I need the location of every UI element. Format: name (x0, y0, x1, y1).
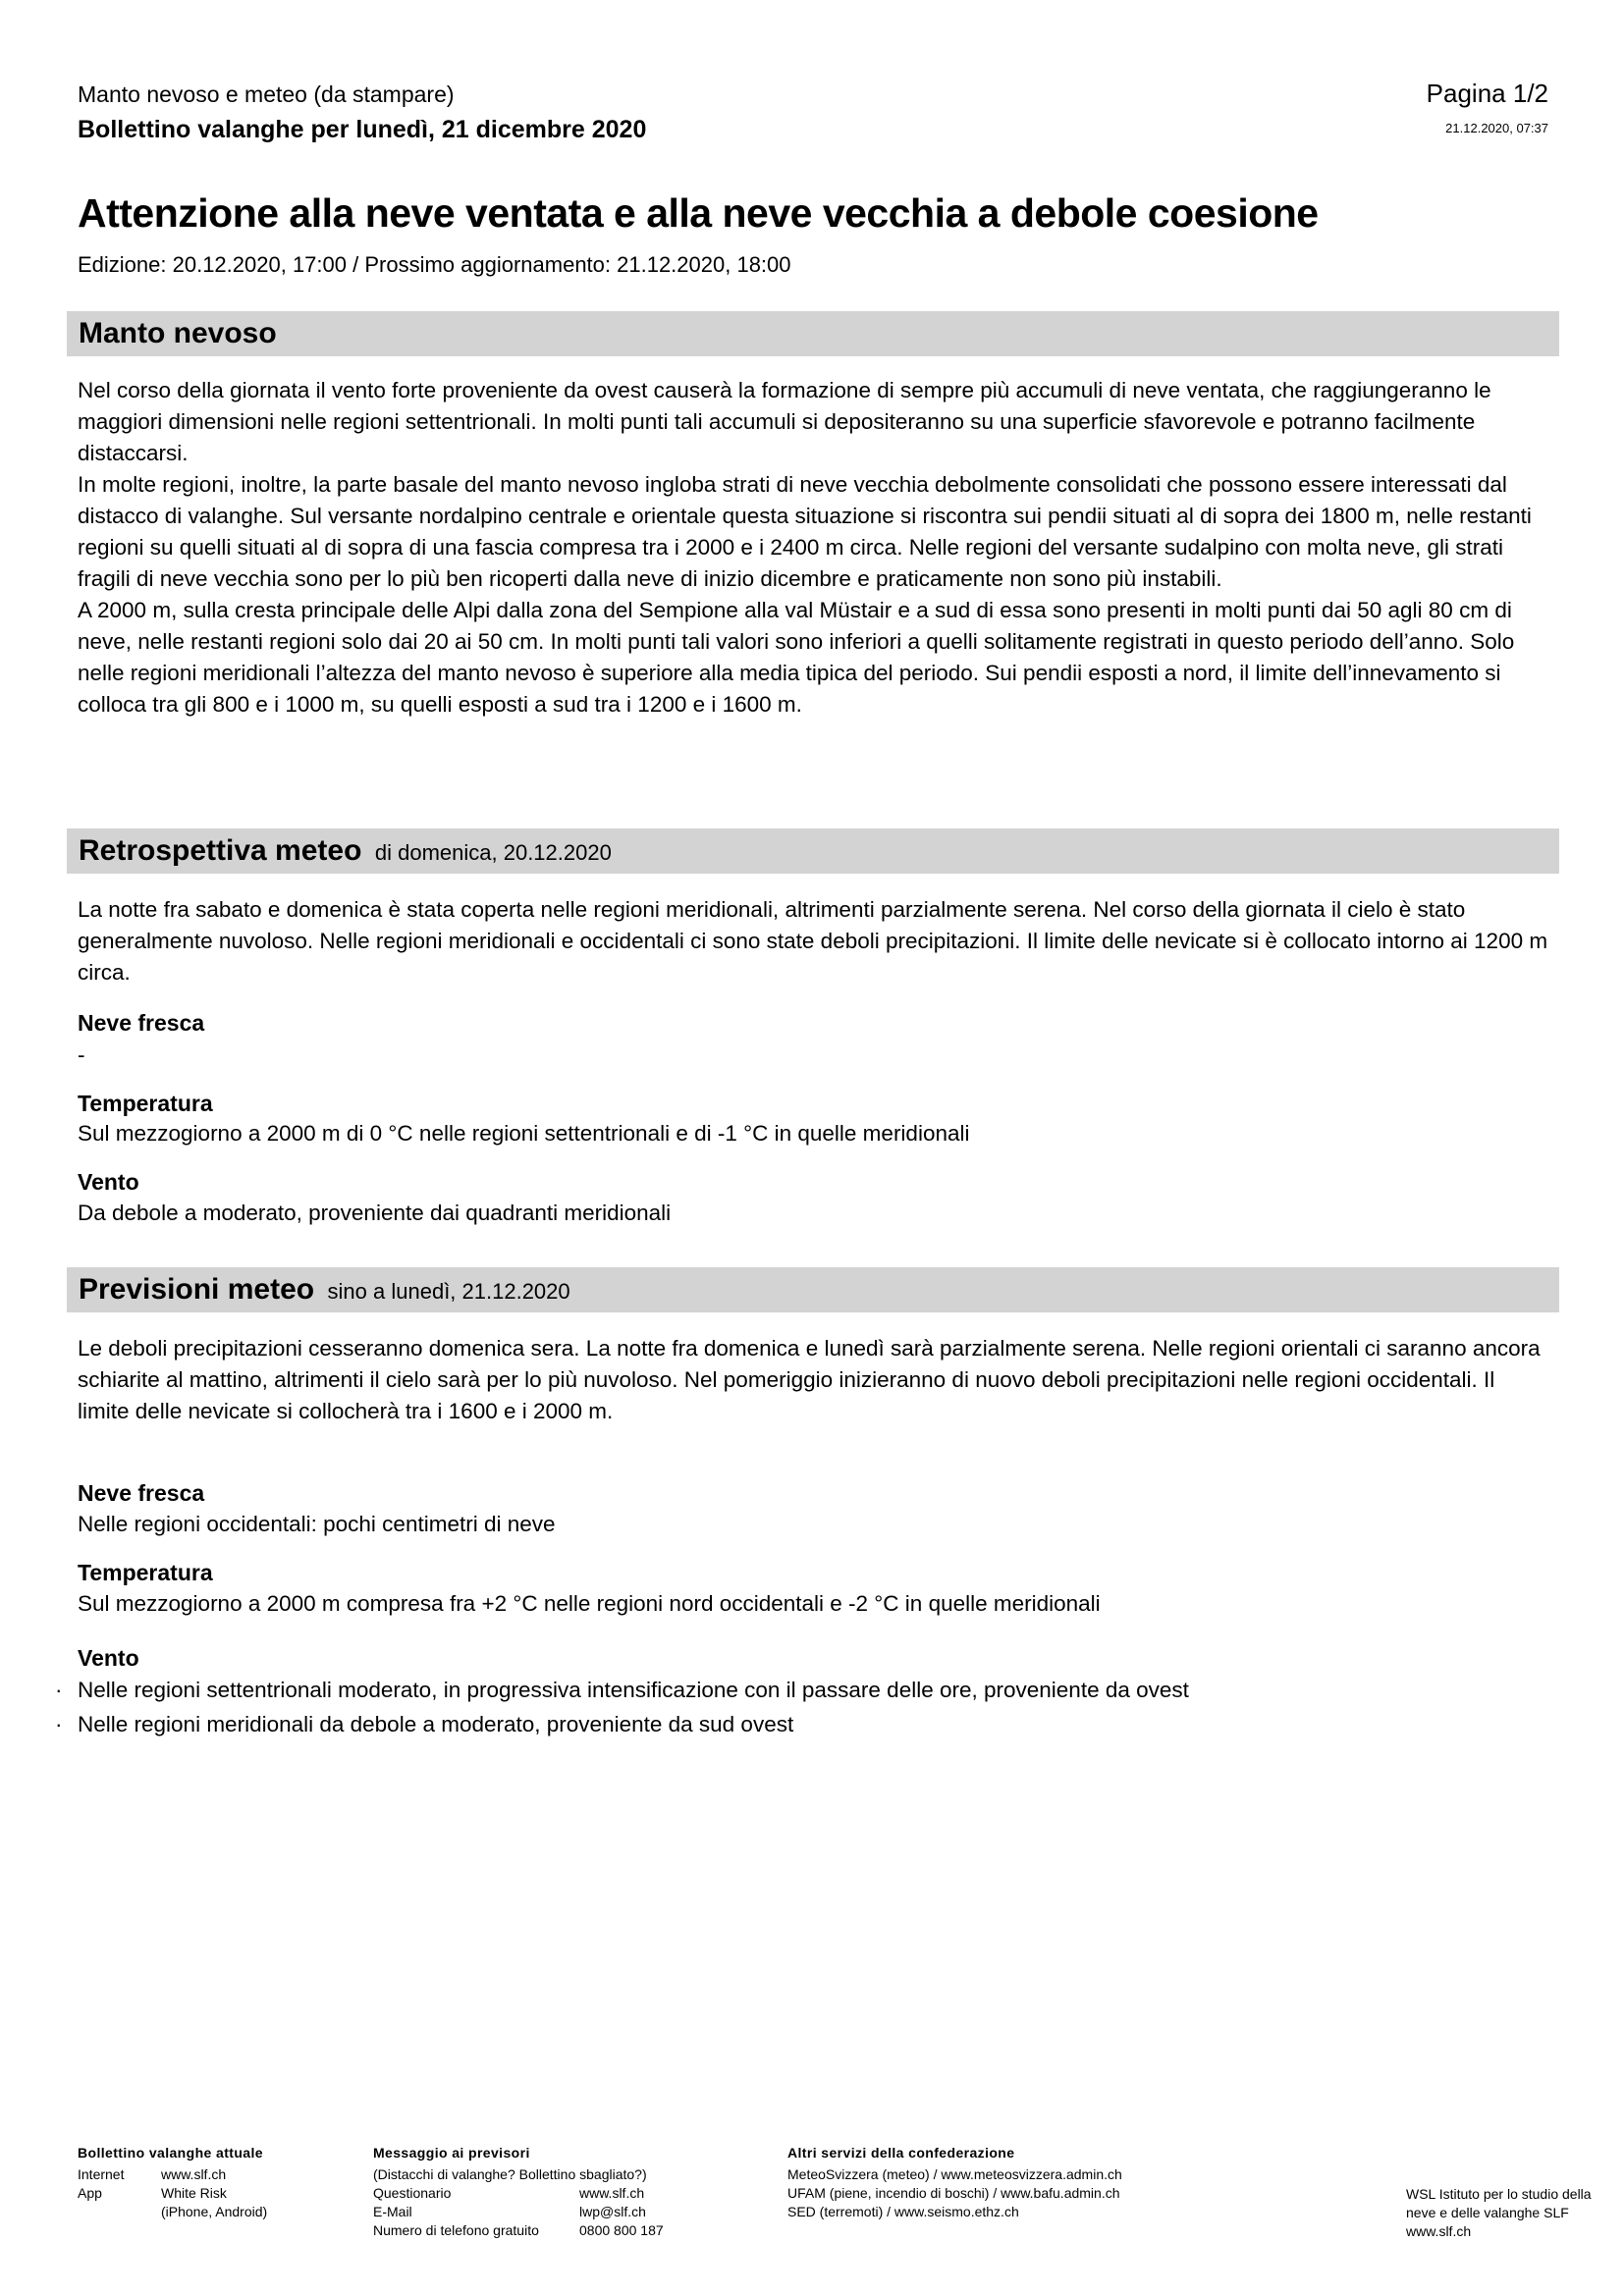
prev-neve-fresca-value: Nelle regioni occidentali: pochi centimetri di neve (78, 1512, 556, 1536)
footer-row-value: www.slf.ch (579, 2185, 645, 2201)
retrospettiva-paragraph: La notte fra sabato e domenica è stata coperta nelle regioni meridionali, altrimenti parzialmente serena. Nel corso della giornata il cielo è stato generalmente nuvoloso. Nelle regioni meridionali e occidentali ci sono state deboli precipitazioni. Il limite delle nevicate si è collocato intorno ai 1200 m circa. (78, 897, 1548, 985)
paragraph: Nel corso della giornata il vento forte proveniente da ovest causerà la formazione di sempre più accumuli di neve ventata, che raggiungeranno le maggiori dimensioni nelle regioni settentrionali. In molti punti tali accumuli si depositeranno su una superficie sfavorevole e potranno facilmente distaccarsi. (78, 378, 1491, 465)
footer-row-value: (iPhone, Android) (161, 2204, 268, 2219)
footer-row-label: App (78, 2185, 102, 2201)
section-bar-manto-nevoso (67, 311, 1559, 356)
retro-vento-value: Da debole a moderato, proveniente dai quadranti meridionali (78, 1201, 672, 1225)
footer-row-value: lwp@slf.ch (579, 2204, 646, 2219)
bullet-text: Nelle regioni meridionali da debole a moderato, proveniente da sud ovest (78, 1712, 794, 1736)
bullet-icon: · (55, 1712, 63, 1736)
section-subtitle: sino a lunedì, 21.12.2020 (327, 1279, 570, 1304)
retro-vento-label: Vento (78, 1169, 139, 1195)
footer-row-label: Numero di telefono gratuito (373, 2222, 539, 2238)
retro-temperatura-value: Sul mezzogiorno a 2000 m di 0 °C nelle regioni settentrionali e di -1 °C in quelle meridionali (78, 1121, 970, 1146)
footer-col-bollettino (78, 2144, 362, 2221)
footer-row (78, 2203, 362, 2221)
footer-row-label (78, 2203, 161, 2221)
prev-temperatura-value: Sul mezzogiorno a 2000 m compresa fra +2 °C nelle regioni nord occidentali e -2 °C in quelle meridionali (78, 1591, 1101, 1616)
document-title: Bollettino valanghe per lunedì, 21 dicembre 2020 (78, 116, 647, 143)
bullet-text: Nelle regioni settentrionali moderato, in progressiva intensificazione con il passare delle ore, proveniente da ovest (78, 1678, 1189, 1702)
paragraph: In molte regioni, inoltre, la parte basale del manto nevoso ingloba strati di neve vecchia debolmente consolidati che possono essere interessati dal distacco di valanghe. Sul versante nordalpino centrale e orientale questa situazione si riscontra sui pendii situati al di sopra dei 1800 m, nelle restanti regioni su quelli situati al di sopra di una fascia compresa tra i 2000 e i 2400 m circa. Nelle regioni del versante sudalpino con molta neve, gli strati fragili di neve vecchia sono per lo più ben ricoperti dalla neve di inizio dicembre e praticamente non sono più instabili. (78, 472, 1532, 591)
footer-row (78, 2184, 362, 2203)
footer-col-title: Bollettino valanghe attuale (78, 2145, 263, 2161)
bulletin-headline: Attenzione alla neve ventata e alla neve vecchia a debole coesione (78, 190, 1319, 236)
footer-col-title: Messaggio ai previsori (373, 2145, 530, 2161)
document-type: Manto nevoso e meteo (da stampare) (78, 81, 455, 107)
publisher-line: www.slf.ch (1406, 2223, 1472, 2239)
prev-vento-bullets (55, 1673, 1557, 1741)
footer-col-title: Altri servizi della confederazione (787, 2145, 1015, 2161)
previsioni-paragraph: Le deboli precipitazioni cesseranno domenica sera. La notte fra domenica e lunedì sarà parzialmente serena. Nelle regioni orientali ci saranno ancora schiarite al mattino, altrimenti il cielo sarà per lo più nuvoloso. Nel pomeriggio inizieranno di nuovo deboli precipitazioni nelle regioni occidentali. Il limite delle nevicate si collocherà tra i 1600 e i 2000 m. (78, 1336, 1541, 1423)
page-header-left (78, 80, 646, 144)
bullet-icon: · (55, 1678, 63, 1702)
publisher-line: WSL Istituto per lo studio della (1406, 2186, 1592, 2202)
list-item (55, 1673, 1557, 1707)
list-item (55, 1707, 1557, 1741)
prev-temperatura-label: Temperatura (78, 1560, 213, 1585)
footer-note: (Distacchi di valanghe? Bollettino sbagliato?) (373, 2166, 647, 2182)
page-header-right (1427, 79, 1548, 136)
footer-col-messaggio (373, 2144, 766, 2240)
footer-col-servizi (787, 2144, 1200, 2221)
paragraph: A 2000 m, sulla cresta principale delle Alpi dalla zona del Sempione alla val Müstair e a sud di essa sono presenti in molti punti dai 50 agli 80 cm di neve, nelle restanti regioni solo dai 20 ai 50 cm. In molti punti tali valori sono inferiori a quelli solitamente registrati in questo periodo dell’anno. Solo nelle regioni meridionali l’altezza del manto nevoso è superiore alla media tipica del periodo. Sui pendii esposti a nord, il limite dell’innevamento si colloca tra gli 800 e i 1000 m, su quelli esposti a sud tra i 1200 e i 1600 m. (78, 598, 1515, 717)
footer-row (373, 2184, 766, 2203)
footer-row-label: Questionario (373, 2185, 452, 2201)
footer-row (373, 2203, 766, 2221)
footer-line: SED (terremoti) / www.seismo.ethz.ch (787, 2204, 1019, 2219)
prev-neve-fresca-label: Neve fresca (78, 1480, 205, 1506)
publisher-line: neve e delle valanghe SLF (1406, 2205, 1569, 2220)
section-bar-retrospettiva-meteo (67, 828, 1559, 874)
footer-row-value: 0800 800 187 (579, 2222, 664, 2238)
footer-row (78, 2165, 362, 2184)
footer-publisher (1406, 2185, 1622, 2241)
section-title: Previsioni meteo (79, 1273, 315, 1306)
footer-row-label: E-Mail (373, 2204, 412, 2219)
manto-nevoso-body (78, 375, 1550, 721)
retro-temperatura-label: Temperatura (78, 1091, 213, 1116)
retro-neve-fresca-label: Neve fresca (78, 1010, 205, 1036)
footer-row-value: White Risk (161, 2185, 227, 2201)
section-subtitle: di domenica, 20.12.2020 (374, 840, 612, 865)
page-number: Pagina 1/2 (1426, 79, 1548, 108)
footer-line: UFAM (piene, incendio di boschi) / www.bafu.admin.ch (787, 2185, 1120, 2201)
print-timestamp: 21.12.2020, 07:37 (1445, 121, 1548, 135)
section-title: Manto nevoso (79, 317, 277, 349)
retro-neve-fresca-value: - (78, 1042, 85, 1067)
footer-row-label: Internet (78, 2166, 125, 2182)
footer-row-value: www.slf.ch (161, 2166, 227, 2182)
prev-vento-label: Vento (78, 1645, 139, 1671)
footer-line: MeteoSvizzera (meteo) / www.meteosvizzera.admin.ch (787, 2166, 1122, 2182)
footer-row (373, 2221, 766, 2240)
edition-line: Edizione: 20.12.2020, 17:00 / Prossimo aggiornamento: 21.12.2020, 18:00 (78, 252, 791, 277)
section-bar-previsioni-meteo (67, 1267, 1559, 1312)
section-title: Retrospettiva meteo (79, 834, 362, 867)
